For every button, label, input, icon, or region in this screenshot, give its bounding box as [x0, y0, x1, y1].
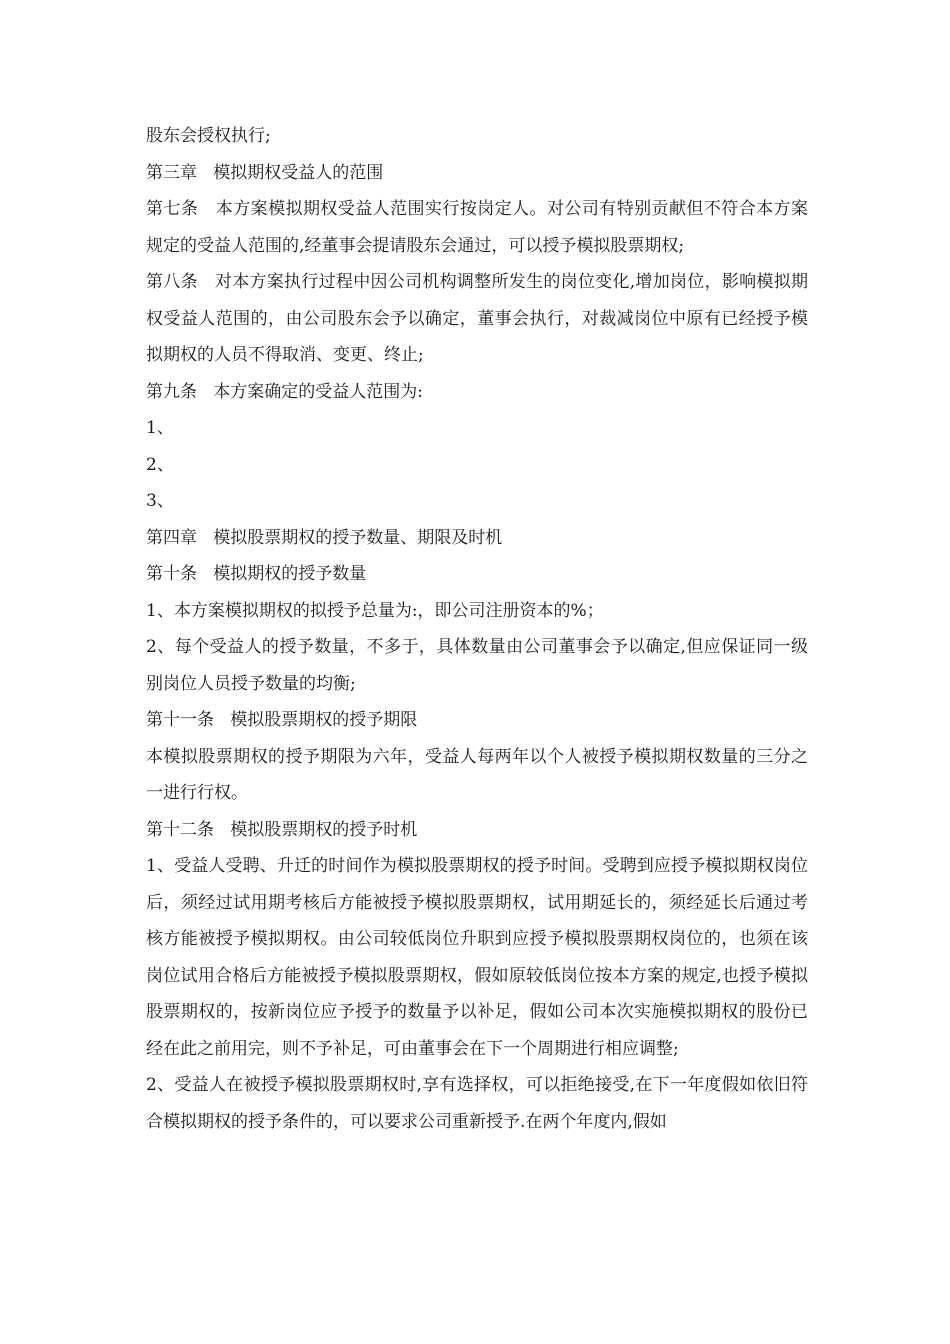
article-10-item-2: 2、每个受益人的授予数量，不多于，具体数量由公司董事会予以确定,但应保证同一级别岗位人员授予数量的均衡;: [146, 637, 808, 694]
article-10-item-1: 1、本方案模拟期权的拟授予总量为:，即公司注册资本的%；: [146, 600, 604, 621]
article-7: 第七条 本方案模拟期权受益人范围实行按岗定人。对公司有特别贡献但不符合本方案规定的受益人范围的,经董事会提请股东会通过，可以授予模拟股票期权;: [146, 199, 808, 256]
document-body: [146, 118, 808, 1140]
chapter-4-heading: 第四章 模拟股票期权的授予数量、期限及时机: [146, 527, 503, 548]
list-item-3: 3、: [146, 491, 174, 511]
article-11: 第十一条 模拟股票期权的授予期限: [146, 710, 418, 730]
article-12-item-1: 1、受益人受聘、升迁的时间作为模拟股票期权的授予时间。受聘到应授予模拟期权岗位后，须经过试用期考核后方能被授予模拟股票期权，试用期延长的，须经延长后通过考核方能被授予模拟期权。由公司较低岗位升职到应授予模拟股票期权岗位的，也须在该岗位试用合格后方能被授予模拟股票期权，假如原较低岗位按本方案的规定,也授予模拟股票期权的，按新岗位应予授予的数量予以补足，假如公司本次实施模拟期权的股份已经在此之前用完，则不予补足，可由董事会在下一个周期进行相应调整;: [146, 856, 808, 1059]
article-8: 第八条 对本方案执行过程中因公司机构调整所发生的岗位变化,增加岗位，影响模拟期权受益人范围的，由公司股东会予以确定，董事会执行，对裁减岗位中原有已经授予模拟期权的人员不得取消、变更、终止;: [146, 272, 808, 365]
paragraph-authorization: 股东会授权执行;: [146, 126, 271, 146]
list-item-1: 1、: [146, 418, 174, 438]
article-10: 第十条 模拟期权的授予数量: [146, 564, 367, 584]
article-11-body: 本模拟股票期权的授予期限为六年，受益人每两年以个人被授予模拟期权数量的三分之一进行行权。: [146, 746, 808, 803]
chapter-3-heading: 第三章 模拟期权受益人的范围: [146, 162, 384, 183]
article-12: 第十二条 模拟股票期权的授予时机: [146, 819, 418, 840]
article-12-item-2: 2、受益人在被授予模拟股票期权时,享有选择权，可以拒绝接受,在下一年度假如依旧符合模拟期权的授予条件的，可以要求公司重新授予.在两个年度内,假如: [146, 1075, 808, 1132]
article-9: 第九条 本方案确定的受益人范围为:: [146, 381, 423, 402]
list-item-2: 2、: [146, 454, 174, 475]
